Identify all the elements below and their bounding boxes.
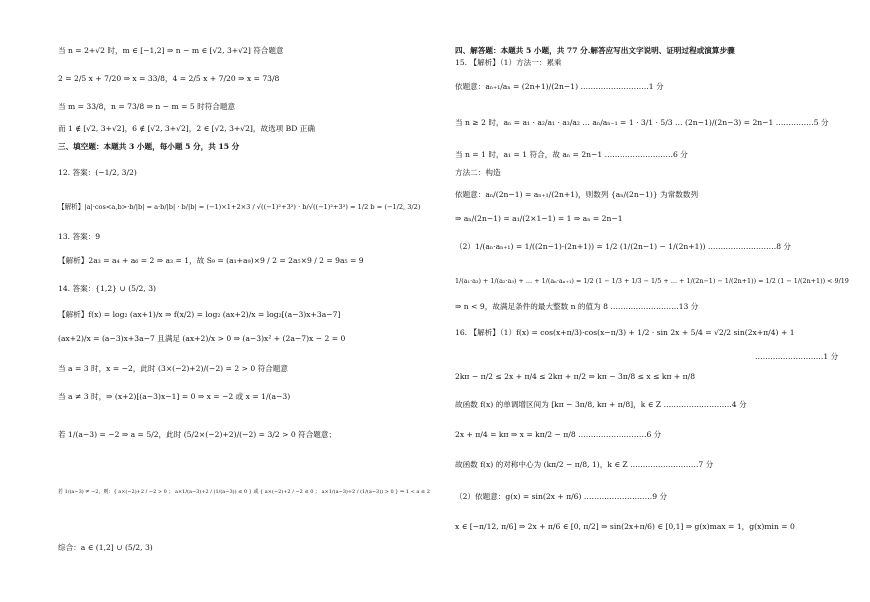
text-line: 故函数 f(x) 的单调增区间为 [kπ − 3π/8, kπ + π/8]，k ∈ Z ………………………4 分	[455, 400, 747, 409]
text-line: 2 = 2/5 x + 7/20 ⇒ x = 33/8，4 = 2/5 x + 7/20 ⇒ x = 73/8	[58, 74, 280, 83]
text-line: x ∈ [−π/12, π/6] ⇒ 2x + π/6 ∈ [0, π/2] ⇒ sin(2x+π/6) ∈ [0,1] ⇒ g(x)max = 1，g(x)min = 0	[455, 522, 795, 531]
text-line: 2x + π/4 = kπ ⇒ x = kπ/2 − π/8 ………………………6 分	[455, 430, 662, 439]
text-line: 当 n = 2+√2 时，m ∈ [−1,2] ⇒ n − m ∈ [√2, 3+√2] 符合题意	[58, 46, 284, 55]
text-line: 当 a ≠ 3 时，⇒ (x+2)[(a−3)x−1] = 0 ⇒ x = −2 或 x = 1/(a−3)	[58, 392, 291, 401]
text-line: 当 a = 3 时，x = −2，此时 (3×(−2)+2)/(−2) = 2 > 0 符合题意	[58, 364, 288, 373]
text-line: 若 1/(a−3) = −2 ⇒ a = 5/2，此时 (5/2×(−2)+2)/(−2) = 3/2 > 0 符合题意；	[58, 430, 337, 439]
section-heading: 三、填空题：本题共 3 小题，每小题 5 分，共 15 分	[58, 142, 240, 151]
answer-line: 13. 答案：9	[58, 232, 101, 241]
text-line: 若 1/(a−3) ≠ −2，则：{ a×(−2)+2 / −2 > 0 ； a×1/(a−3)+2 / (1/(a−3)) ≤ 0 } 或 { a×(−2)+2 / −2 ≤ 0 ； a×1/(a−3)+2 / (1/(a−3)) > 0 } ⇒ 1 < a ≤ 2	[58, 489, 430, 495]
answer-line: 12. 答案：(−1/2, 3/2)	[58, 168, 137, 177]
text-line: 当 n = 1 时，a₁ = 1 符合，故 aₙ = 2n−1 ………………………6 分	[455, 150, 688, 159]
answer-line: 14. 答案：{1,2} ∪ (5/2, 3)	[58, 284, 157, 293]
text-line: 综合：a ∈ (1,2] ∪ (5/2, 3)	[58, 543, 153, 552]
analysis-line: 15. 【解析】（1）方法一：累乘	[455, 58, 562, 67]
analysis-line: 【解析】2a₃ = a₄ + a₆ = 2 ⇒ a₃ = 1，故 S₉ = (a₁+a₉)×9 / 2 = 2a₅×9 / 2 = 9a₅ = 9	[58, 256, 364, 265]
text-line: 1/(a₁·a₂) + 1/(a₂·a₃) + … + 1/(aₙ·aₙ₊₁) = 1/2 (1 − 1/3 + 1/3 − 1/5 + … + 1/(2n−1) − 1/(2n+1)) = 1/2 (1 − 1/(2n+1)) < 9/19	[455, 277, 849, 285]
score-line: ………………………1 分	[755, 352, 839, 361]
text-line: (ax+2)/x = (a−3)x+3a−7 且满足 (ax+2)/x > 0 ⇒ (a−3)x² + (2a−7)x − 2 = 0	[58, 334, 346, 343]
text-line: 依题意：aₙ/(2n−1) = aₙ₊₁/(2n+1)，则数列 {aₙ/(2n−1)} 为常数数列	[455, 190, 699, 199]
text-line: 故函数 f(x) 的对称中心为 (kπ/2 − π/8, 1)，k ∈ Z ………………………7 分	[455, 460, 714, 469]
text-line: ⇒ n < 9，故满足条件的最大整数 n 的值为 8 ………………………13 分	[455, 302, 699, 311]
analysis-line: 16. 【解析】（1）f(x) = cos(x+π/3)·cos(x−π/3) + 1/2 · sin 2x + 5/4 = √2/2 sin(2x+π/4) + 1	[455, 328, 795, 337]
text-line: 而 1 ∉ [√2, 3+√2]，6 ∉ [√2, 3+√2]，2 ∈ [√2, 3+√2]，故选项 BD 正确	[58, 124, 315, 133]
text-line: 当 m = 33/8，n = 73/8 ⇒ n − m = 5 时符合题意	[58, 102, 236, 111]
text-line: （2）依题意：g(x) = sin(2x + π/6) ………………………9 分	[455, 492, 668, 501]
text-line: （2）1/(aₙ·aₙ₊₁) = 1/((2n−1)·(2n+1)) = 1/2 (1/(2n−1) − 1/(2n+1)) ………………………8 分	[455, 242, 792, 251]
text-line: ⇒ aₙ/(2n−1) = a₁/(2×1−1) = 1 ⇒ aₙ = 2n−1	[455, 214, 623, 223]
analysis-line: 【解析】|a|·cos<a,b>·b/|b| = a·b/|b| · b/|b| = (−1)×1+2×3 / √((−1)²+3²) · b/√((−1)²+3²) = 1/2 b = (−1/2, 3/2)	[58, 203, 421, 211]
text-line: 方法二：构造	[455, 168, 501, 177]
text-line: 2kπ − π/2 ≤ 2x + π/4 ≤ 2kπ + π/2 ⇒ kπ − 3π/8 ≤ x ≤ kπ + π/8	[455, 372, 696, 381]
analysis-line: 【解析】f(x) = log₂ (ax+1)/x ⇒ f(x/2) = log₂ (ax+2)/x = log₂[(a−3)x+3a−7]	[58, 310, 341, 319]
section-heading: 四、解答题：本题共 5 小题，共 77 分.解答应写出文字说明、证明过程或演算步骤	[455, 46, 735, 55]
text-line: 依题意：aₙ₊₁/aₙ = (2n+1)/(2n−1) ………………………1 分	[455, 82, 664, 91]
text-line: 当 n ≥ 2 时，aₙ = a₁ · a₂/a₁ · a₃/a₂ … aₙ/aₙ₋₁ = 1 · 3/1 · 5/3 … (2n−1)/(2n−3) = 2n−1 ……………5 分	[455, 118, 829, 127]
